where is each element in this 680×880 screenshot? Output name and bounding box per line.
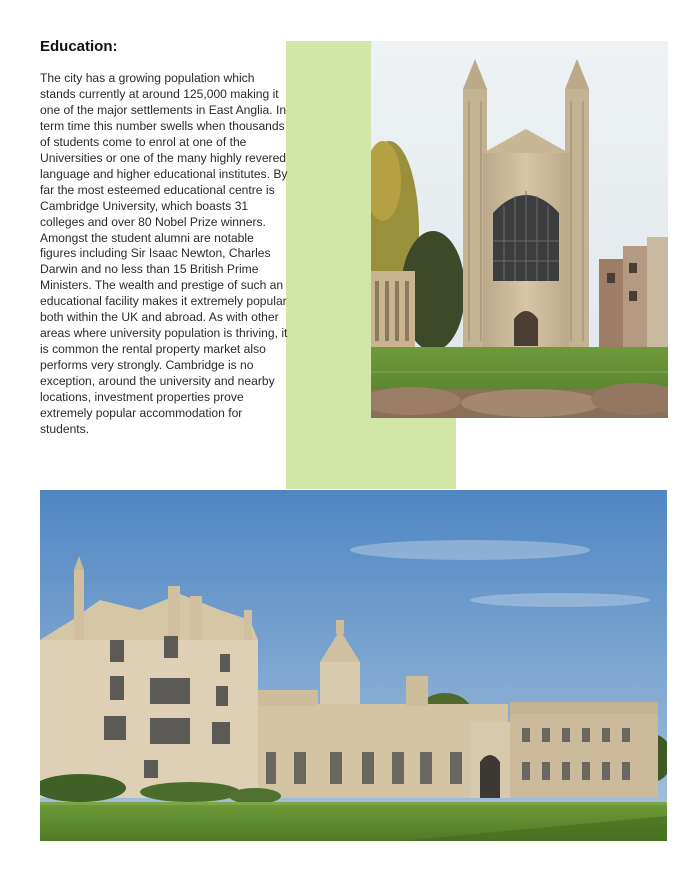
section-heading: Education: (40, 38, 118, 55)
kings-college-chapel-photo (371, 41, 668, 418)
body-paragraph: The city has a growing population which stands currently at around 125,000 making it one of the major settlements in East Anglia. In term time this number swells when thousands of students come to enrol at one of the Universities or one of the many highly revered language and higher educational institutes. By far the most esteemed educational centre is Cambridge University, which boasts 31 colleges and over 80 Nobel Prize winners. Amongst the student alumni are notable figures including Sir Isaac Newton, Charles Darwin and no less than 15 British Prime Ministers. The wealth and prestige of such an educational facility makes it extremely popular both within the UK and abroad. As with other areas where university population is thriving, it is common the rental property market also performs very strongly. Cambridge is no exception, around the university and nearby locations, investment properties prove extremely popular accommodation for students. (40, 71, 288, 436)
st-johns-college-photo (40, 490, 667, 841)
